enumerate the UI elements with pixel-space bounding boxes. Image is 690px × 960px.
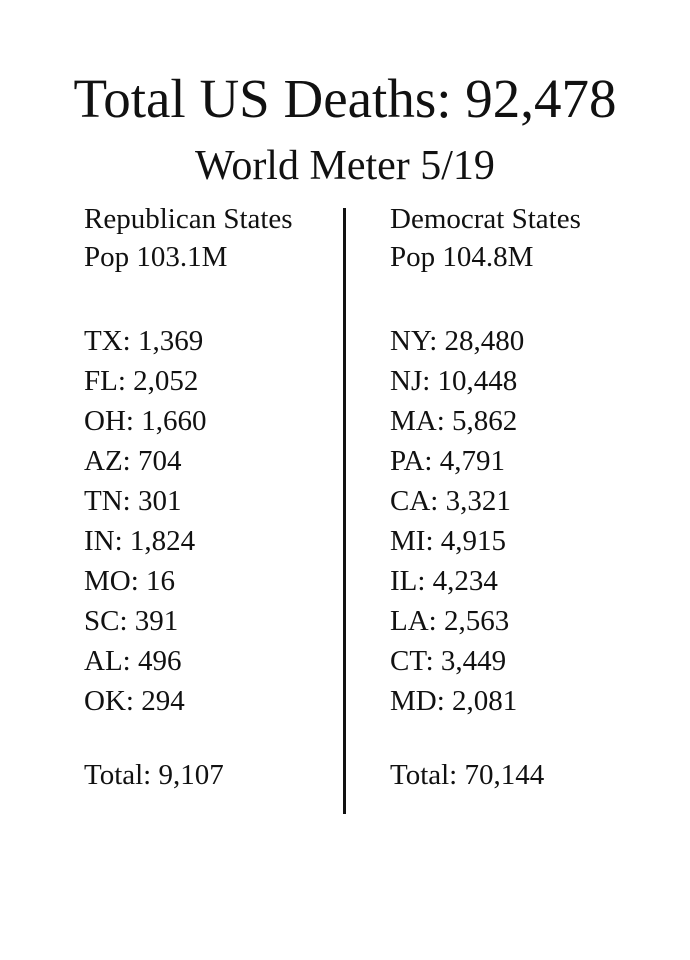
- list-item: MD: 2,081: [390, 685, 518, 717]
- democrat-state-list: [390, 321, 524, 721]
- list-item: MA: 5,862: [390, 405, 518, 437]
- republican-heading: Republican States: [84, 203, 293, 235]
- list-item: SC: 391: [84, 605, 179, 637]
- page-subtitle: World Meter 5/19: [195, 143, 495, 189]
- list-item: TX: 1,369: [84, 325, 204, 357]
- list-item: PA: 4,791: [390, 445, 505, 477]
- list-item: IN: 1,824: [84, 525, 196, 557]
- republican-total: Total: 9,107: [84, 759, 224, 791]
- list-item: CA: 3,321: [390, 485, 511, 517]
- list-item: AZ: 704: [84, 445, 182, 477]
- republican-state-list: [84, 321, 206, 721]
- list-item: NJ: 10,448: [390, 365, 518, 397]
- list-item: TN: 301: [84, 485, 182, 517]
- democrat-heading: Democrat States: [390, 203, 581, 235]
- list-item: MO: 16: [84, 565, 176, 597]
- democrat-total: Total: 70,144: [390, 759, 545, 791]
- list-item: CT: 3,449: [390, 645, 507, 677]
- list-item: MI: 4,915: [390, 525, 506, 557]
- page-title: Total US Deaths: 92,478: [73, 68, 617, 129]
- list-item: FL: 2,052: [84, 365, 199, 397]
- list-item: OH: 1,660: [84, 405, 207, 437]
- list-item: AL: 496: [84, 645, 182, 677]
- republican-header: [84, 200, 334, 284]
- list-item: NY: 28,480: [390, 325, 525, 357]
- republican-column: [84, 200, 334, 791]
- column-divider: [343, 208, 346, 814]
- democrat-column: [390, 200, 670, 791]
- list-item: IL: 4,234: [390, 565, 498, 597]
- democrat-population: Pop 104.8M: [390, 241, 534, 273]
- democrat-header: [390, 200, 670, 284]
- republican-population: Pop 103.1M: [84, 241, 228, 273]
- list-item: OK: 294: [84, 685, 185, 717]
- list-item: LA: 2,563: [390, 605, 510, 637]
